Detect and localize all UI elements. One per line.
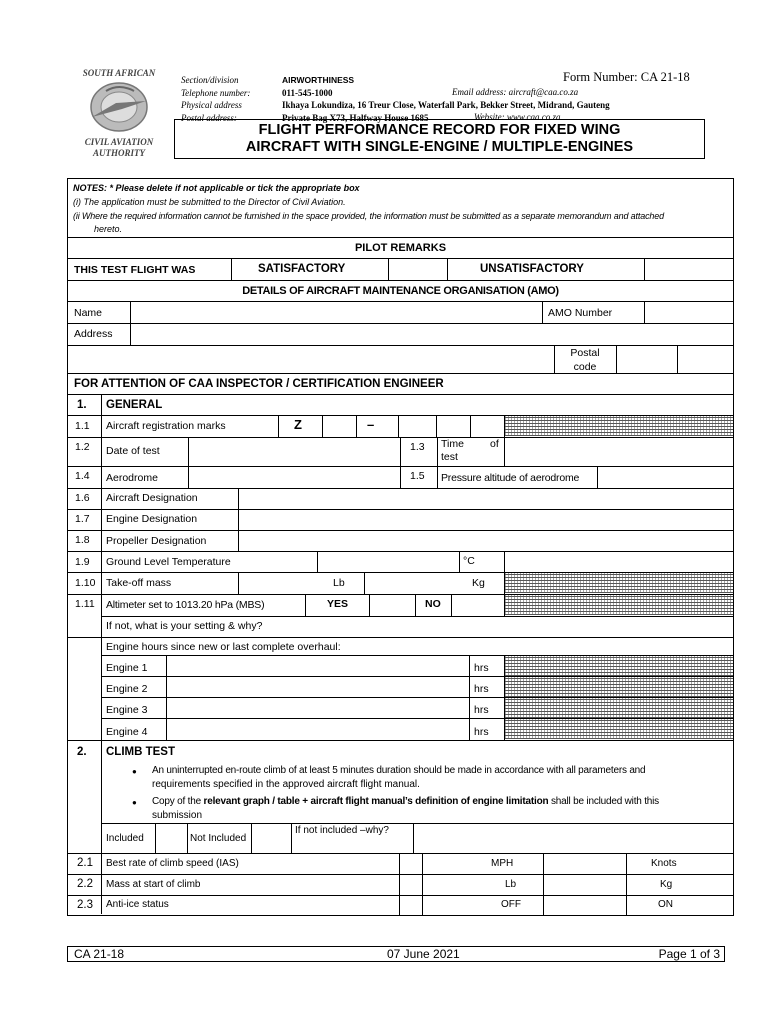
row-1-5-number: 1.5 bbox=[410, 470, 425, 482]
row-2-3-number: 2.3 bbox=[77, 899, 93, 911]
kg-unit: Kg bbox=[472, 577, 485, 589]
label-phone: Telephone number: bbox=[181, 87, 251, 98]
note-2: (ii Where the required information cannot be furnished in the space provided, the information must be submitted as a separate memorandum and attached bbox=[73, 211, 664, 221]
climb-lb-unit: Lb bbox=[505, 879, 517, 890]
not-included-checkbox[interactable] bbox=[252, 824, 290, 852]
row-1-2-number: 1.2 bbox=[75, 441, 90, 453]
engine-4-hours-field[interactable] bbox=[167, 719, 468, 739]
mass-start-climb-label: Mass at start of climb bbox=[106, 879, 201, 890]
engine-4-label: Engine 4 bbox=[106, 726, 148, 738]
bullet-1-icon: ● bbox=[132, 767, 137, 776]
label-physical: Physical address bbox=[181, 100, 242, 110]
engine-3-hrs-unit: hrs bbox=[474, 704, 489, 716]
amo-heading: DETAILS OF AIRCRAFT MAINTENANCE ORGANISATION (AMO) bbox=[242, 285, 559, 297]
pilot-remarks-heading: PILOT REMARKS bbox=[354, 242, 447, 254]
amo-name-field[interactable] bbox=[131, 302, 541, 322]
propeller-designation-label: Propeller Designation bbox=[106, 535, 207, 547]
row-2-1-number: 2.1 bbox=[77, 857, 93, 869]
form-title bbox=[174, 119, 705, 159]
engine-designation-label: Engine Designation bbox=[106, 513, 198, 525]
propeller-designation-field[interactable] bbox=[239, 531, 733, 550]
bullet-1-line-1: An uninterrupted en-route climb of at least 5 minutes duration should be made in accordance with all parameters and bbox=[152, 765, 646, 776]
engine-1-label: Engine 1 bbox=[106, 662, 148, 674]
satisfactory-label: SATISFACTORY bbox=[258, 263, 346, 275]
page-footer bbox=[67, 946, 725, 962]
bullet-2-prefix: Copy of the bbox=[152, 796, 204, 807]
satisfactory-checkbox[interactable] bbox=[389, 259, 447, 280]
test-label: test bbox=[441, 451, 458, 463]
shaded-area bbox=[505, 573, 733, 593]
bullet-2-bold-text: relevant graph / table + aircraft flight manual’s definition of engine limitation bbox=[203, 796, 549, 807]
engine-2-hrs-unit: hrs bbox=[474, 683, 489, 695]
row-1-8-number: 1.8 bbox=[75, 534, 90, 546]
climb-speed-knots-field[interactable] bbox=[544, 854, 625, 874]
included-checkbox[interactable] bbox=[156, 824, 186, 852]
not-included-label: Not Included bbox=[190, 833, 247, 844]
engine-designation-field[interactable] bbox=[239, 510, 733, 529]
engine-1-hours-field[interactable] bbox=[167, 656, 468, 676]
ground-temperature-field[interactable] bbox=[318, 552, 458, 571]
header-labels bbox=[181, 74, 250, 124]
shaded-area bbox=[505, 719, 733, 739]
bullet-2-line-2: submission bbox=[152, 810, 203, 821]
altimeter-yes-checkbox[interactable] bbox=[370, 595, 414, 615]
address-field[interactable] bbox=[131, 324, 731, 344]
aerodrome-label: Aerodrome bbox=[106, 472, 158, 484]
unsatisfactory-label: UNSATISFACTORY bbox=[480, 263, 584, 275]
address-label: Address bbox=[74, 328, 113, 340]
row-2-2-number: 2.2 bbox=[77, 878, 93, 890]
altimeter-no-label: NO bbox=[425, 598, 441, 610]
altimeter-label: Altimeter set to 1013.20 hPa (MBS) bbox=[106, 599, 265, 611]
title-line-2: AIRCRAFT WITH SINGLE-ENGINE / MULTIPLE-ENGINES bbox=[245, 139, 634, 155]
engine-hours-label: Engine hours since new or last complete overhaul: bbox=[106, 641, 341, 653]
takeoff-mass-kg-field[interactable] bbox=[365, 573, 470, 593]
footer-form-code: CA 21-18 bbox=[74, 947, 125, 961]
anti-ice-label: Anti-ice status bbox=[106, 899, 169, 910]
climb-test-heading: CLIMB TEST bbox=[106, 746, 175, 758]
section-1-number: 1. bbox=[77, 399, 87, 411]
registration-field-2[interactable] bbox=[399, 416, 435, 436]
shaded-area bbox=[505, 656, 733, 676]
row-1-3-number: 1.3 bbox=[410, 441, 425, 453]
pressure-altitude-field[interactable] bbox=[598, 467, 733, 487]
amo-number-label: AMO Number bbox=[548, 307, 613, 319]
postal-address-value: Private Bag X73, Halfway House 1685 bbox=[282, 112, 429, 123]
row-1-7-number: 1.7 bbox=[75, 513, 90, 525]
altimeter-no-checkbox[interactable] bbox=[452, 595, 504, 615]
email-address: Email address: aircraft@caa.co.za bbox=[452, 87, 579, 97]
section-2-number: 2. bbox=[77, 746, 87, 758]
engine-3-label: Engine 3 bbox=[106, 704, 148, 716]
anti-ice-on-label: ON bbox=[658, 899, 673, 910]
row-1-11-number: 1.11 bbox=[75, 598, 95, 610]
registration-prefix: Z bbox=[294, 417, 302, 432]
engine-1-hrs-unit: hrs bbox=[474, 662, 489, 674]
row-1-9-number: 1.9 bbox=[75, 556, 90, 568]
bullet-1-line-2: requirements specified in the approved aircraft flight manual. bbox=[152, 779, 420, 790]
row-1-10-number: 1.10 bbox=[75, 577, 96, 589]
mass-start-climb-kg-field[interactable] bbox=[544, 875, 625, 895]
why-not-included-label: If not included –why? bbox=[295, 825, 389, 836]
altimeter-reason-field[interactable] bbox=[268, 617, 732, 636]
postal-code-field[interactable] bbox=[617, 346, 677, 372]
unsatisfactory-checkbox[interactable] bbox=[645, 259, 733, 280]
logo-emblem-icon bbox=[86, 79, 152, 135]
phone-value: 011-545-1000 bbox=[282, 87, 333, 98]
website-address: Website: www.caa.co.za bbox=[474, 112, 561, 122]
engine-4-hrs-unit: hrs bbox=[474, 726, 489, 738]
general-heading: GENERAL bbox=[106, 399, 163, 411]
registration-field-4[interactable] bbox=[471, 416, 503, 436]
engine-2-hours-field[interactable] bbox=[167, 677, 468, 697]
why-not-included-field[interactable] bbox=[414, 824, 732, 852]
caa-logo bbox=[78, 68, 160, 160]
amo-number-field[interactable] bbox=[645, 302, 733, 322]
anti-ice-off-label: OFF bbox=[501, 899, 521, 910]
altimeter-reason-label: If not, what is your setting & why? bbox=[106, 620, 263, 632]
postal-label-line-1: Postal bbox=[570, 347, 600, 359]
row-1-6-number: 1.6 bbox=[75, 492, 90, 504]
pressure-altitude-label: Pressure altitude of aerodrome bbox=[441, 472, 580, 484]
logo-bottom-line-2: AUTHORITY bbox=[92, 148, 145, 158]
takeoff-mass-label: Take-off mass bbox=[106, 577, 172, 589]
ground-temperature-label: Ground Level Temperature bbox=[106, 556, 231, 568]
aircraft-designation-field[interactable] bbox=[239, 489, 733, 508]
registration-label: Aircraft registration marks bbox=[106, 420, 226, 432]
shaded-area bbox=[505, 677, 733, 697]
bullet-2-line-1 bbox=[152, 796, 659, 808]
row-1-1-number: 1.1 bbox=[75, 420, 90, 432]
time-of-test-field[interactable] bbox=[505, 438, 733, 465]
time-label: Time bbox=[441, 438, 464, 450]
anti-ice-off-checkbox[interactable] bbox=[423, 896, 501, 915]
name-label: Name bbox=[74, 307, 103, 319]
footer-page-number: Page 1 of 3 bbox=[658, 947, 720, 961]
bullet-2-suffix: shall be included with this bbox=[548, 796, 659, 807]
title-line-1: FLIGHT PERFORMANCE RECORD FOR FIXED WING bbox=[258, 122, 621, 138]
lb-unit: Lb bbox=[333, 577, 345, 589]
engine-2-label: Engine 2 bbox=[106, 683, 148, 695]
form-table bbox=[67, 178, 734, 916]
label-section: Section/division bbox=[181, 75, 239, 85]
date-of-test-field[interactable] bbox=[189, 438, 399, 465]
test-flight-label: THIS TEST FLIGHT WAS bbox=[74, 264, 196, 276]
label-postal: Postal address: bbox=[181, 112, 237, 123]
registration-field-1[interactable] bbox=[323, 416, 355, 436]
attention-heading: FOR ATTENTION OF CAA INSPECTOR / CERTIFICATION ENGINEER bbox=[74, 378, 444, 390]
takeoff-mass-lb-field[interactable] bbox=[239, 573, 333, 593]
of-label: of bbox=[490, 438, 499, 450]
aircraft-designation-label: Aircraft Designation bbox=[106, 492, 198, 504]
note-2-cont: hereto. bbox=[94, 224, 123, 234]
date-of-test-label: Date of test bbox=[106, 445, 160, 457]
mph-unit: MPH bbox=[491, 858, 514, 869]
footer-date: 07 June 2021 bbox=[387, 947, 460, 961]
anti-ice-on-checkbox[interactable] bbox=[544, 896, 625, 915]
shaded-area bbox=[505, 698, 733, 718]
shaded-area bbox=[505, 416, 733, 436]
altimeter-yes-label: YES bbox=[327, 598, 349, 610]
registration-field-3[interactable] bbox=[437, 416, 469, 436]
climb-speed-mph-field[interactable] bbox=[423, 854, 542, 874]
logo-bottom-line-1: CIVIL AVIATION bbox=[84, 137, 154, 147]
bullet-2-icon: ● bbox=[132, 798, 137, 807]
included-label: Included bbox=[106, 833, 144, 844]
physical-address-value: Ikhaya Lokundiza, 16 Treur Close, Waterfall Park, Bekker Street, Midrand, Gauteng bbox=[282, 100, 610, 110]
knots-unit: Knots bbox=[651, 858, 677, 869]
row-1-4-number: 1.4 bbox=[75, 470, 90, 482]
shaded-area bbox=[505, 595, 733, 615]
address-field-line-2[interactable] bbox=[70, 346, 554, 372]
notes-heading: NOTES: * Please delete if not applicable or tick the appropriate box bbox=[73, 183, 360, 193]
celsius-unit: °C bbox=[463, 555, 475, 567]
form-number: Form Number: CA 21-18 bbox=[563, 70, 690, 84]
aerodrome-field[interactable] bbox=[189, 467, 399, 487]
mass-start-climb-lb-field[interactable] bbox=[423, 875, 542, 895]
section-value: AIRWORTHINESS bbox=[282, 75, 355, 85]
climb-speed-label: Best rate of climb speed (IAS) bbox=[106, 858, 239, 869]
engine-3-hours-field[interactable] bbox=[167, 698, 468, 718]
climb-kg-unit: Kg bbox=[660, 879, 673, 890]
postal-label-line-2: code bbox=[573, 361, 597, 373]
logo-bottom-text bbox=[78, 137, 160, 159]
postal-code-label bbox=[554, 347, 616, 373]
logo-top-text: SOUTH AFRICAN bbox=[82, 68, 156, 78]
note-1: (i) The application must be submitted to the Director of Civil Aviation. bbox=[73, 197, 346, 207]
registration-dash: – bbox=[367, 417, 375, 432]
